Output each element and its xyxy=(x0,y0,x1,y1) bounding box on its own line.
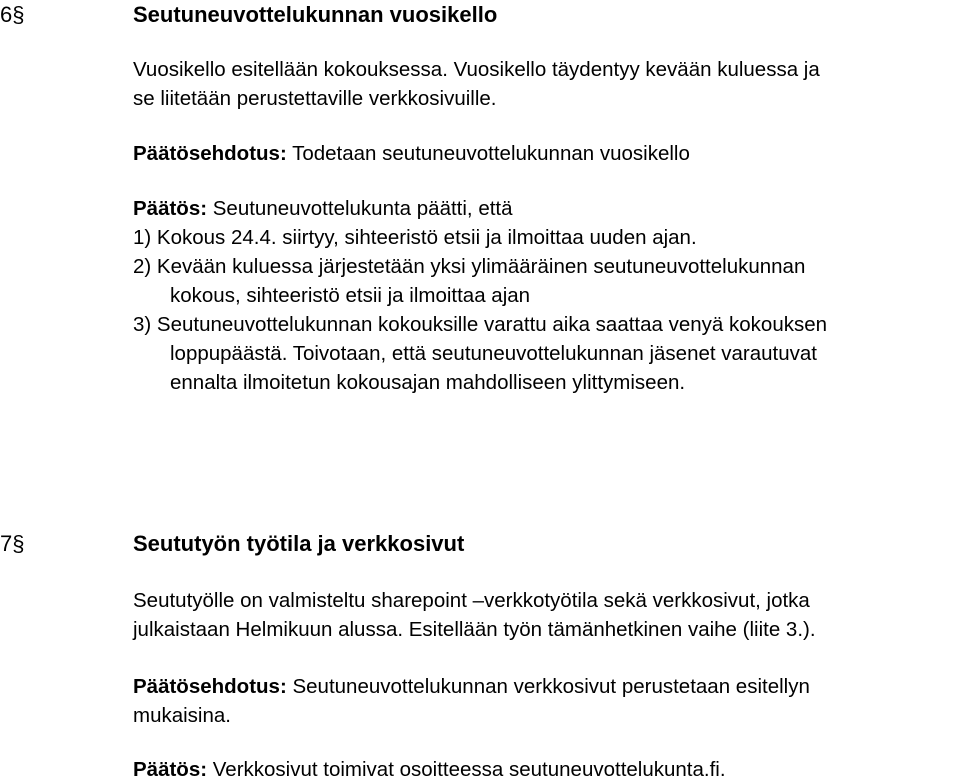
proposal-text: Todetaan seutuneuvottelukunnan vuosikello xyxy=(286,142,690,165)
section-number: 7§ xyxy=(0,531,25,556)
intro-line: Vuosikello esitellään kokouksessa. Vuosikello täydentyy kevään kuluessa ja xyxy=(133,58,820,81)
section-title: Seututyön työtila ja verkkosivut xyxy=(133,531,465,556)
decision-line xyxy=(133,755,960,784)
proposal-continuation: mukaisina. xyxy=(133,704,231,727)
section-7-intro xyxy=(133,586,960,644)
section-6-intro xyxy=(133,55,960,113)
decision-item-continuation: ennalta ilmoitetun kokousajan mahdolliseen ylittymiseen. xyxy=(170,371,686,394)
decision-label: Päätös: xyxy=(133,758,208,781)
decision-item: 2) Kevään kuluessa järjestetään yksi ylimääräinen seutuneuvottelukunnan xyxy=(133,255,806,278)
section-title: Seutuneuvottelukunnan vuosikello xyxy=(133,2,498,27)
intro-line: Seututyölle on valmisteltu sharepoint –verkkotyötila sekä verkkosivut, jotka xyxy=(133,589,810,612)
decision-item: 3) Seutuneuvottelukunnan kokouksille varattu aika saattaa venyä kokouksen xyxy=(133,313,828,336)
decision-item: 1) Kokous 24.4. siirtyy, sihteeristö etsii ja ilmoittaa uuden ajan. xyxy=(133,226,697,249)
intro-line: se liitetään perustettaville verkkosivuille. xyxy=(133,87,497,110)
decision-item-continuation: kokous, sihteeristö etsii ja ilmoittaa ajan xyxy=(170,284,531,307)
proposal-line xyxy=(133,672,960,701)
section-6-decision xyxy=(133,194,960,397)
section-7-proposal xyxy=(133,672,960,730)
proposal-line xyxy=(133,139,960,168)
decision-text: Verkkosivut toimivat osoitteessa seutuneuvottelukunta.fi. xyxy=(207,758,726,781)
proposal-label: Päätösehdotus: xyxy=(133,675,287,698)
intro-line: julkaistaan Helmikuun alussa. Esitellään työn tämänhetkinen vaihe (liite 3.). xyxy=(133,618,816,641)
proposal-text: Seutuneuvottelukunnan verkkosivut perustetaan esitellyn xyxy=(286,675,810,698)
section-7-decision xyxy=(133,755,960,784)
decision-item-continuation: loppupäästä. Toivotaan, että seutuneuvottelukunnan jäsenet varautuvat xyxy=(170,342,817,365)
proposal-label: Päätösehdotus: xyxy=(133,142,287,165)
section-number: 6§ xyxy=(0,2,25,27)
decision-text: Seutuneuvottelukunta päätti, että xyxy=(207,197,513,220)
decision-label: Päätös: xyxy=(133,197,208,220)
section-6-proposal xyxy=(133,139,960,168)
decision-line xyxy=(133,194,960,223)
